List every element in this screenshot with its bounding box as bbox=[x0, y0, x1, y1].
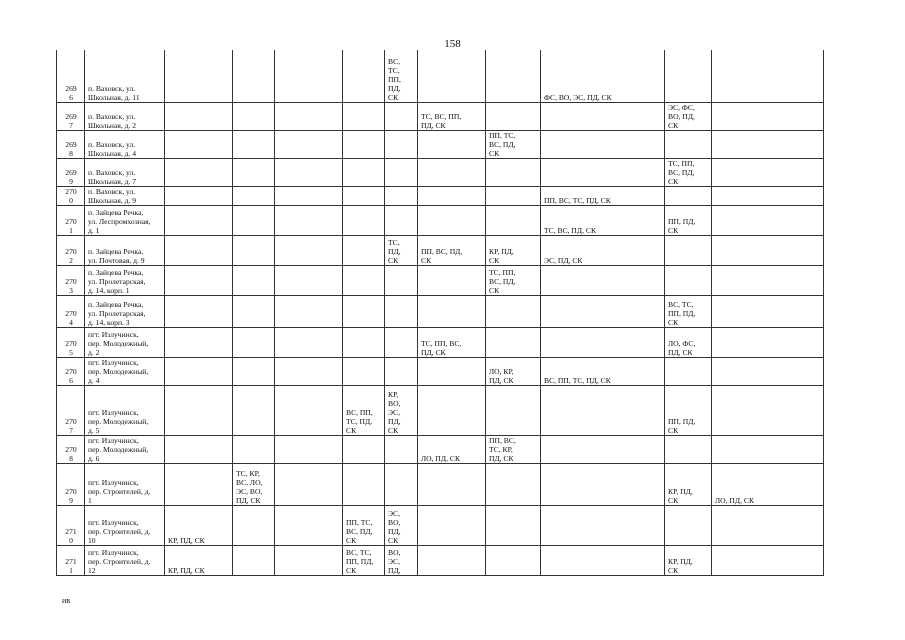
row-address: п. Ваховск, ул. Школьная, д. 2 bbox=[85, 102, 165, 130]
work-cell: ВС, ПП, ТС, ПД, СК bbox=[541, 357, 665, 385]
work-cell bbox=[385, 295, 418, 327]
work-cell: ЭС, ВО, ПД, СК bbox=[385, 505, 418, 545]
work-cell bbox=[233, 435, 275, 463]
work-cell bbox=[165, 385, 233, 435]
work-cell bbox=[486, 186, 541, 205]
work-cell bbox=[712, 186, 824, 205]
work-cell bbox=[343, 186, 385, 205]
work-cell bbox=[418, 505, 486, 545]
work-cell bbox=[541, 158, 665, 186]
row-address: п. Зайцева Речка, ул. Леспромхозная, д. 1 bbox=[85, 205, 165, 235]
table-row bbox=[57, 295, 824, 327]
work-cell bbox=[541, 265, 665, 295]
work-cell bbox=[665, 505, 712, 545]
work-cell: ЭС, ФС, ВО, ПД, СК bbox=[665, 102, 712, 130]
work-cell bbox=[165, 102, 233, 130]
work-cell bbox=[712, 295, 824, 327]
table-row bbox=[57, 463, 824, 505]
work-cell bbox=[665, 265, 712, 295]
row-address: п. Зайцева Речка, ул. Почтовая, д. 9 bbox=[85, 235, 165, 265]
work-cell bbox=[343, 130, 385, 158]
table-row bbox=[57, 327, 824, 357]
work-cell bbox=[233, 357, 275, 385]
row-address: пгт. Излучинск, пер. Строителей, д. 12 bbox=[85, 545, 165, 575]
work-cell bbox=[385, 186, 418, 205]
work-cell bbox=[486, 505, 541, 545]
work-cell bbox=[541, 545, 665, 575]
work-cell: ТС, ПП, ВС, ПД, СК bbox=[665, 158, 712, 186]
work-cell bbox=[275, 235, 343, 265]
work-cell: ВС, ТС, ПП, ПД, СК bbox=[343, 545, 385, 575]
table-row bbox=[57, 265, 824, 295]
work-cell bbox=[665, 50, 712, 102]
table-row bbox=[57, 158, 824, 186]
work-cell bbox=[165, 186, 233, 205]
work-cell bbox=[486, 545, 541, 575]
table-row bbox=[57, 435, 824, 463]
work-cell bbox=[385, 357, 418, 385]
work-cell bbox=[233, 327, 275, 357]
work-cell bbox=[541, 327, 665, 357]
work-cell bbox=[385, 327, 418, 357]
work-cell bbox=[712, 158, 824, 186]
work-cell bbox=[165, 205, 233, 235]
work-cell bbox=[165, 435, 233, 463]
row-address: п. Ваховск, ул. Школьная, д. 7 bbox=[85, 158, 165, 186]
table-row bbox=[57, 205, 824, 235]
work-cell: ЛО, ФС, ПД, СК bbox=[665, 327, 712, 357]
work-cell bbox=[712, 385, 824, 435]
work-cell: ВС, ПП, ТС, ПД, СК bbox=[343, 385, 385, 435]
row-number: 269 9 bbox=[57, 158, 85, 186]
work-cell bbox=[385, 130, 418, 158]
work-cell: ВС, ТС, ПП, ПД, СК bbox=[665, 295, 712, 327]
work-cell: ЛО, ПД, СК bbox=[418, 435, 486, 463]
work-cell bbox=[712, 50, 824, 102]
work-cell bbox=[541, 130, 665, 158]
work-cell bbox=[541, 463, 665, 505]
work-cell: ВО, ЭС, ПД, bbox=[385, 545, 418, 575]
work-cell: КР, ПД, СК bbox=[665, 545, 712, 575]
row-address: пгт. Излучинск, пер. Строителей, д. 10 bbox=[85, 505, 165, 545]
work-cell bbox=[233, 102, 275, 130]
work-cell: КР, ПД, СК bbox=[665, 463, 712, 505]
work-cell bbox=[712, 357, 824, 385]
table-row bbox=[57, 50, 824, 102]
work-cell bbox=[275, 545, 343, 575]
work-cell bbox=[712, 505, 824, 545]
work-cell bbox=[165, 463, 233, 505]
work-cell bbox=[486, 463, 541, 505]
row-number: 270 2 bbox=[57, 235, 85, 265]
work-cell: ТС, ВС, ПД, СК bbox=[541, 205, 665, 235]
row-number: 270 6 bbox=[57, 357, 85, 385]
work-cell bbox=[233, 158, 275, 186]
row-number: 270 9 bbox=[57, 463, 85, 505]
work-cell bbox=[343, 327, 385, 357]
work-cell bbox=[343, 357, 385, 385]
work-cell bbox=[233, 50, 275, 102]
work-cell: ПП, ПД, СК bbox=[665, 205, 712, 235]
table-row bbox=[57, 385, 824, 435]
work-cell: ТС, КР, ВС, ЛО, ЭС, ВО, ПД, СК bbox=[233, 463, 275, 505]
row-number: 270 8 bbox=[57, 435, 85, 463]
work-cell bbox=[418, 545, 486, 575]
row-number: 269 7 bbox=[57, 102, 85, 130]
work-cell: ТС, ПП, ВС, ПД, СК bbox=[486, 265, 541, 295]
work-cell bbox=[665, 186, 712, 205]
work-cell bbox=[275, 435, 343, 463]
work-cell bbox=[712, 102, 824, 130]
row-number: 269 6 bbox=[57, 50, 85, 102]
work-cell: ТС, ПД, СК bbox=[385, 235, 418, 265]
work-cell bbox=[418, 295, 486, 327]
work-cell bbox=[665, 357, 712, 385]
work-cell bbox=[165, 295, 233, 327]
row-number: 269 8 bbox=[57, 130, 85, 158]
work-cell bbox=[418, 186, 486, 205]
row-number: 270 4 bbox=[57, 295, 85, 327]
work-cell: КР, ПД, СК bbox=[486, 235, 541, 265]
work-cell bbox=[233, 545, 275, 575]
work-cell bbox=[712, 327, 824, 357]
work-cell bbox=[233, 295, 275, 327]
work-cell bbox=[712, 130, 824, 158]
work-cell bbox=[343, 435, 385, 463]
work-cell bbox=[486, 327, 541, 357]
work-cell bbox=[275, 265, 343, 295]
work-cell bbox=[541, 435, 665, 463]
table-row bbox=[57, 505, 824, 545]
row-number: 270 1 bbox=[57, 205, 85, 235]
work-cell bbox=[665, 130, 712, 158]
work-cell bbox=[275, 505, 343, 545]
work-cell: ПП, ВС, ТС, КР, ПД, СК bbox=[486, 435, 541, 463]
work-cell bbox=[712, 545, 824, 575]
work-cell: КР, ПД, СК bbox=[165, 505, 233, 545]
row-number: 271 1 bbox=[57, 545, 85, 575]
work-cell bbox=[343, 50, 385, 102]
work-cell bbox=[541, 102, 665, 130]
work-cell bbox=[233, 205, 275, 235]
work-cell: ПП, ТС, ВС, ПД, СК bbox=[486, 130, 541, 158]
row-address: пгт. Излучинск, пер. Строителей, д. 1 bbox=[85, 463, 165, 505]
work-cell: ПП, ПД, СК bbox=[665, 385, 712, 435]
work-cell bbox=[233, 130, 275, 158]
work-cell bbox=[165, 357, 233, 385]
work-cell: КР, ПД, СК bbox=[165, 545, 233, 575]
work-cell bbox=[418, 463, 486, 505]
row-number: 270 0 bbox=[57, 186, 85, 205]
work-cell: ТС, ВС, ПП, ПД, СК bbox=[418, 102, 486, 130]
work-cell bbox=[541, 385, 665, 435]
work-cell bbox=[418, 385, 486, 435]
work-cell bbox=[275, 385, 343, 435]
table-row bbox=[57, 235, 824, 265]
work-cell bbox=[275, 205, 343, 235]
table-row bbox=[57, 186, 824, 205]
work-cell bbox=[418, 205, 486, 235]
work-cell bbox=[486, 102, 541, 130]
row-address: п. Ваховск, ул. Школьная, д. 4 bbox=[85, 130, 165, 158]
work-cell: ТС, ПП, ВС, ПД, СК bbox=[418, 327, 486, 357]
work-cell bbox=[418, 158, 486, 186]
work-cell bbox=[343, 158, 385, 186]
row-number: 271 0 bbox=[57, 505, 85, 545]
footer-mark: ив bbox=[62, 596, 71, 605]
work-cell bbox=[665, 435, 712, 463]
work-cell bbox=[712, 435, 824, 463]
row-number: 270 3 bbox=[57, 265, 85, 295]
data-table bbox=[56, 50, 824, 576]
work-cell bbox=[275, 158, 343, 186]
work-cell bbox=[486, 205, 541, 235]
work-cell: ПП, ТС, ВС, ПД, СК bbox=[343, 505, 385, 545]
work-cell: ПП, ВС, ТС, ПД, СК bbox=[541, 186, 665, 205]
row-address: п. Зайцева Речка, ул. Пролетарская, д. 14, корп. 1 bbox=[85, 265, 165, 295]
work-cell bbox=[541, 505, 665, 545]
work-cell bbox=[712, 265, 824, 295]
work-cell bbox=[486, 50, 541, 102]
work-cell bbox=[385, 102, 418, 130]
work-cell bbox=[165, 235, 233, 265]
work-cell bbox=[275, 50, 343, 102]
table-row bbox=[57, 102, 824, 130]
work-cell bbox=[418, 357, 486, 385]
work-cell bbox=[233, 505, 275, 545]
table-row bbox=[57, 545, 824, 575]
work-cell bbox=[165, 265, 233, 295]
work-cell bbox=[343, 265, 385, 295]
row-address: п. Ваховск, ул. Школьная, д. 11 bbox=[85, 50, 165, 102]
work-cell: ФС, ВО, ЭС, ПД, СК bbox=[541, 50, 665, 102]
work-cell: КР, ВО, ЭС, ПД, СК bbox=[385, 385, 418, 435]
work-cell bbox=[712, 205, 824, 235]
work-cell bbox=[343, 102, 385, 130]
work-cell bbox=[233, 235, 275, 265]
table-row bbox=[57, 130, 824, 158]
work-cell bbox=[486, 158, 541, 186]
table-row bbox=[57, 357, 824, 385]
work-cell bbox=[712, 235, 824, 265]
work-cell: ЛО, ПД, СК bbox=[712, 463, 824, 505]
work-cell bbox=[233, 385, 275, 435]
work-cell bbox=[165, 327, 233, 357]
work-cell bbox=[418, 265, 486, 295]
page-number: 158 bbox=[444, 38, 461, 50]
work-cell bbox=[541, 295, 665, 327]
row-address: пгт. Излучинск, пер. Молодежный, д. 6 bbox=[85, 435, 165, 463]
work-cell bbox=[385, 463, 418, 505]
work-cell bbox=[275, 463, 343, 505]
work-cell bbox=[343, 235, 385, 265]
row-address: п. Зайцева Речка, ул. Пролетарская, д. 14, корп. 3 bbox=[85, 295, 165, 327]
row-address: пгт. Излучинск, пер. Молодежный, д. 5 bbox=[85, 385, 165, 435]
work-cell bbox=[665, 235, 712, 265]
work-cell: ЭС, ПД, СК bbox=[541, 235, 665, 265]
work-cell bbox=[385, 205, 418, 235]
work-cell: ПП, ВС, ПД, СК bbox=[418, 235, 486, 265]
work-cell bbox=[275, 130, 343, 158]
work-cell bbox=[275, 327, 343, 357]
row-address: пгт. Излучинск, пер. Молодежный, д. 4 bbox=[85, 357, 165, 385]
work-cell: ВС, ТС, ПП, ПД, СК bbox=[385, 50, 418, 102]
work-cell bbox=[418, 130, 486, 158]
work-cell bbox=[418, 50, 486, 102]
row-address: пгт. Излучинск, пер. Молодежный, д. 2 bbox=[85, 327, 165, 357]
work-cell bbox=[275, 186, 343, 205]
work-cell bbox=[343, 205, 385, 235]
work-cell bbox=[486, 385, 541, 435]
work-cell bbox=[275, 295, 343, 327]
row-number: 270 7 bbox=[57, 385, 85, 435]
work-cell bbox=[275, 357, 343, 385]
work-cell bbox=[343, 295, 385, 327]
work-cell bbox=[275, 102, 343, 130]
work-cell bbox=[233, 186, 275, 205]
work-cell bbox=[385, 265, 418, 295]
work-cell bbox=[233, 265, 275, 295]
work-cell bbox=[486, 295, 541, 327]
work-cell bbox=[165, 158, 233, 186]
work-cell: ЛО, КР, ПД, СК bbox=[486, 357, 541, 385]
work-cell bbox=[165, 130, 233, 158]
work-cell bbox=[385, 435, 418, 463]
row-number: 270 5 bbox=[57, 327, 85, 357]
row-address: п. Ваховск, ул. Школьная, д. 9 bbox=[85, 186, 165, 205]
work-cell bbox=[385, 158, 418, 186]
work-cell bbox=[343, 463, 385, 505]
work-cell bbox=[165, 50, 233, 102]
